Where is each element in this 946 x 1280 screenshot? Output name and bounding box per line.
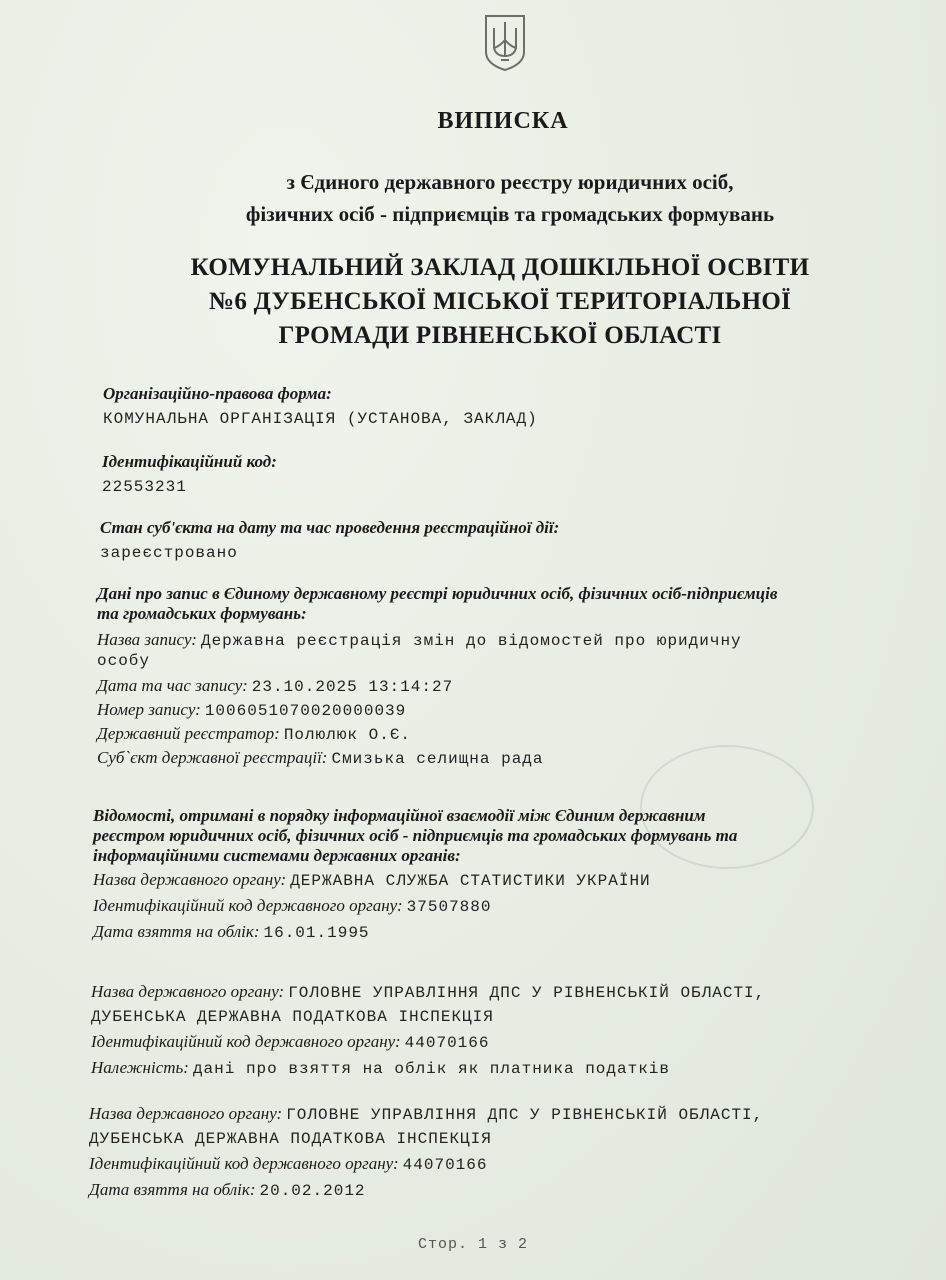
record-registrar-label: Державний реєстратор: [97, 724, 280, 743]
organ-code-value: 44070166 [404, 1034, 490, 1052]
organ-belonging-value: дані про взяття на облік як платника податків [192, 1060, 671, 1078]
record-section [97, 584, 777, 768]
trident-emblem-icon [482, 12, 528, 72]
organ-1-date-row [93, 922, 737, 942]
record-datetime-label: Дата та час запису: [97, 676, 248, 695]
organ-1-name-row [93, 870, 737, 890]
organ-2-section [91, 982, 765, 1078]
organ-3-name-row [89, 1104, 763, 1124]
organ-name-value-cont: ДУБЕНСЬКА ДЕРЖАВНА ПОДАТКОВА ІНСПЕКЦІЯ [91, 1008, 494, 1026]
organ-3-code-row [89, 1154, 763, 1174]
organ-2-code-row [91, 1032, 765, 1052]
document-subtitle [60, 166, 946, 230]
record-number-value: 1006051070020000039 [204, 702, 407, 720]
organ-1-code-row [93, 896, 737, 916]
organ-name-label: Назва державного органу: [91, 982, 285, 1001]
organ-code-label: Ідентифікаційний код державного органу: [93, 896, 403, 915]
legal-form-label: Організаційно-правова форма: [103, 384, 332, 403]
record-subject-value: Смизька селищна рада [331, 750, 544, 768]
id-code-value: 22553231 [102, 478, 187, 496]
organ-name-label: Назва державного органу: [93, 870, 287, 889]
organ-3-date-row [89, 1180, 763, 1200]
record-number-label: Номер запису: [97, 700, 201, 719]
legal-form-value: КОМУНАЛЬНА ОРГАНІЗАЦІЯ (УСТАНОВА, ЗАКЛАД) [103, 410, 538, 428]
organ-date-value: 16.01.1995 [263, 924, 370, 942]
organ-code-value: 44070166 [402, 1156, 488, 1174]
record-subject-label: Суб`єкт державної реєстрації: [97, 748, 328, 767]
record-name-row [97, 630, 777, 650]
organ-code-value: 37507880 [406, 898, 492, 916]
status-section [100, 518, 559, 562]
organ-name-value: ДЕРЖАВНА СЛУЖБА СТАТИСТИКИ УКРАЇНИ [290, 872, 651, 890]
organ-2-name-row [91, 982, 765, 1002]
id-code-section [102, 452, 277, 496]
organ-2-belonging-row [91, 1058, 765, 1078]
organ-name-value: ГОЛОВНЕ УПРАВЛІННЯ ДПС У РІВНЕНСЬКІЙ ОБЛАСТІ, [286, 1106, 764, 1124]
info-heading-line: Відомості, отримані в порядку інформаційної взаємодії між Єдиним державним [93, 806, 706, 825]
organ-belonging-label: Належність: [91, 1058, 189, 1077]
organ-name-label: Назва державного органу: [89, 1104, 283, 1123]
page-number: Стор. 1 з 2 [417, 1236, 529, 1253]
status-label: Стан суб'єкта на дату та час проведення реєстраційної дії: [100, 518, 560, 537]
legal-form-section [103, 384, 538, 428]
status-value: зареєстровано [100, 544, 238, 562]
info-section [93, 806, 737, 942]
organ-name-value: ГОЛОВНЕ УПРАВЛІННЯ ДПС У РІВНЕНСЬКІЙ ОБЛАСТІ, [288, 984, 766, 1002]
id-code-label: Ідентифікаційний код: [102, 452, 277, 471]
org-name-line: ГРОМАДИ РІВНЕНСЬКОЇ ОБЛАСТІ [278, 322, 722, 349]
record-heading-line: Дані про запис в Єдиному державному реєстрі юридичних осіб, фізичних осіб-підприємців [97, 584, 778, 603]
document-title: ВИПИСКА [437, 108, 569, 134]
record-datetime-value: 23.10.2025 13:14:27 [251, 678, 454, 696]
organ-date-label: Дата взяття на облік: [89, 1180, 256, 1199]
organ-name-value-cont: ДУБЕНСЬКА ДЕРЖАВНА ПОДАТКОВА ІНСПЕКЦІЯ [89, 1130, 492, 1148]
record-registrar-value: Полюлюк О.Є. [283, 726, 412, 744]
organ-date-label: Дата взяття на облік: [93, 922, 260, 941]
info-heading-line: інформаційними системами державних органів: [93, 846, 461, 865]
subtitle-line: фізичних осіб - підприємців та громадських формувань [245, 202, 775, 226]
subtitle-line: з Єдиного державного реєстру юридичних осіб, [286, 170, 734, 194]
organ-date-value: 20.02.2012 [259, 1182, 366, 1200]
org-name-line: КОМУНАЛЬНИЙ ЗАКЛАД ДОШКІЛЬНОЇ ОСВІТИ [190, 254, 810, 281]
record-name-value: Державна реєстрація змін до відомостей про юридичну [200, 632, 742, 650]
organ-code-label: Ідентифікаційний код державного органу: [91, 1032, 401, 1051]
org-name-line: №6 ДУБЕНСЬКОЇ МІСЬКОЇ ТЕРИТОРІАЛЬНОЇ [208, 288, 792, 315]
record-heading-line: та громадських формувань: [97, 604, 307, 623]
info-heading-line: реєстром юридичних осіб, фізичних осіб - підприємців та громадських формувань та [93, 826, 738, 845]
record-datetime-row [97, 676, 777, 696]
record-registrar-row [97, 724, 777, 744]
organization-name [40, 251, 946, 353]
record-name-label: Назва запису: [97, 630, 197, 649]
organ-code-label: Ідентифікаційний код державного органу: [89, 1154, 399, 1173]
record-number-row [97, 700, 777, 720]
record-name-value-cont: особу [97, 652, 151, 670]
organ-3-section [89, 1104, 763, 1200]
